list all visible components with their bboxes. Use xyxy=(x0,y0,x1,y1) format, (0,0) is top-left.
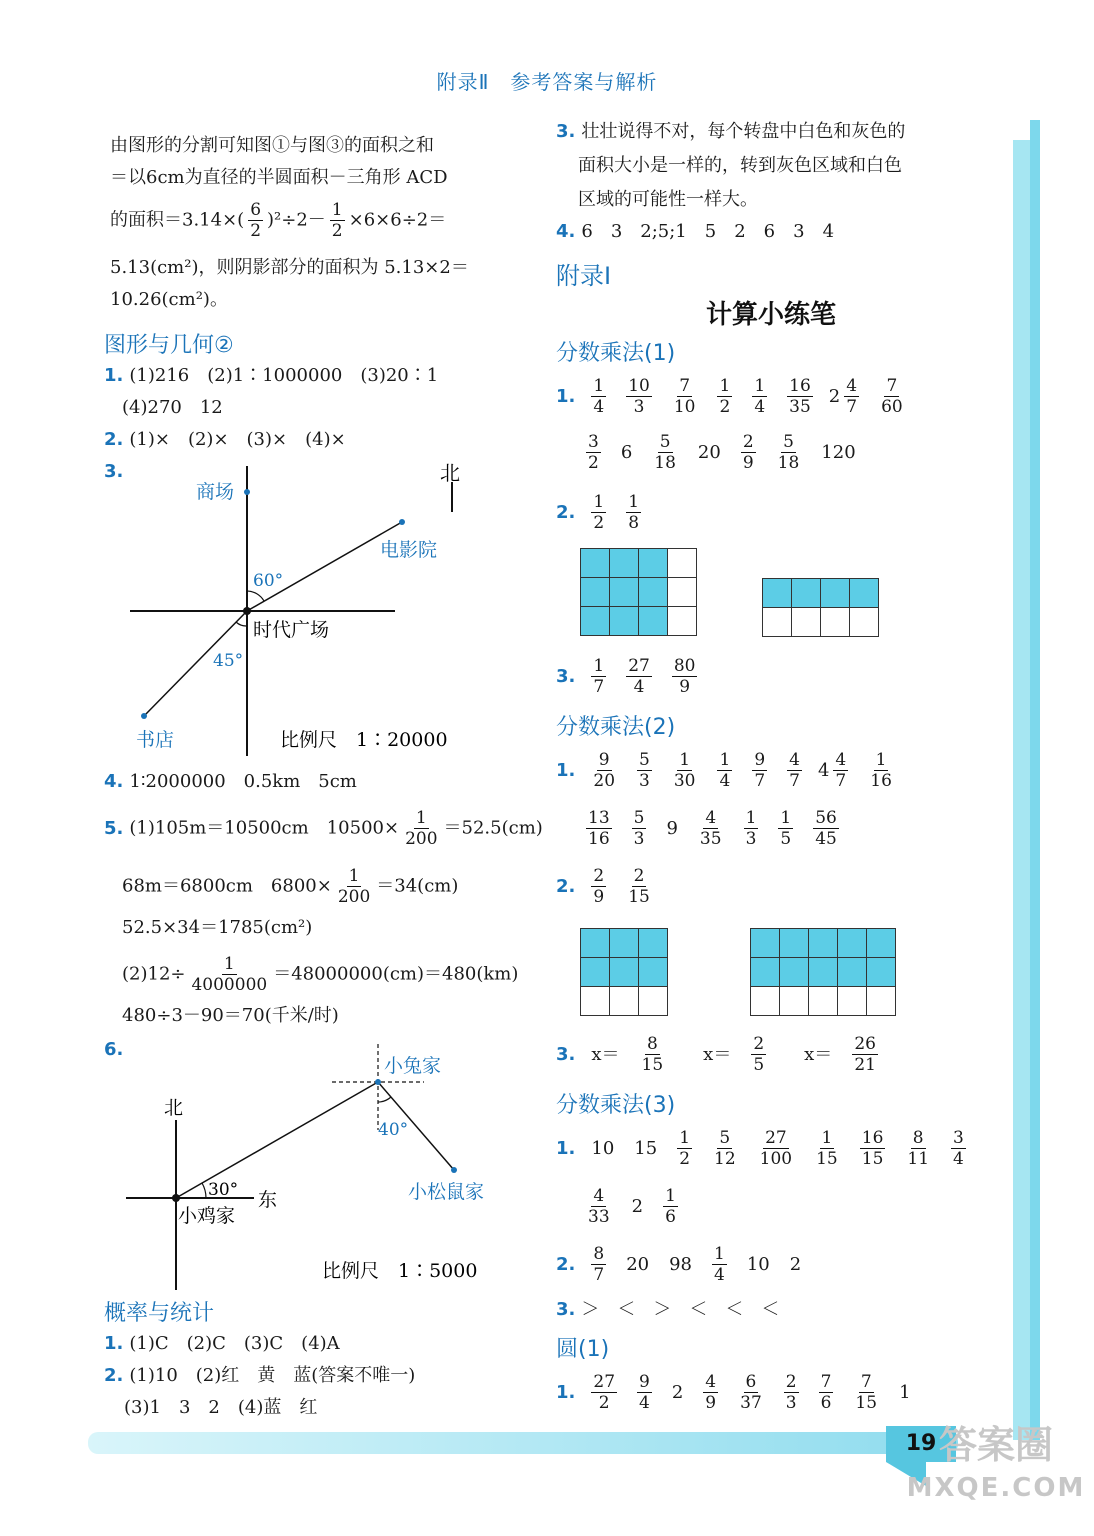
cinema-label: 电影院 xyxy=(380,539,438,561)
fraction: $\frac{6}{2}$ xyxy=(250,200,262,241)
section-geometry: 图形与几何② xyxy=(104,333,234,358)
answer-value: 6 xyxy=(620,441,633,463)
fraction: $\frac{56}{45}$ xyxy=(815,808,837,849)
fraction: $\frac{2}{3}$ xyxy=(785,1372,797,1413)
answer-fraction xyxy=(699,1372,722,1413)
intro-line-5: 10.26(cm²)。 xyxy=(110,289,228,310)
plaza-label: 时代广场 xyxy=(253,619,330,641)
fraction: $\frac{13}{16}$ xyxy=(588,808,610,849)
answer-fraction xyxy=(747,1034,770,1075)
fraction: $\frac{8}{7}$ xyxy=(593,1244,605,1285)
appendix-heading: 附录Ⅰ xyxy=(556,262,612,290)
answer-fraction xyxy=(849,1372,883,1413)
answer-fraction xyxy=(636,1034,670,1075)
s2-q1-row1: 1. $\frac{9}{20}$ $\frac{5}{3}$ $\frac{1}{30}$ $\frac{1}{4}$ $\frac{9}{7}$ $\frac{4}{7}$ 4 $\frac{4}{7}$ $\frac{1}{16}$ xyxy=(556,750,904,791)
answer-fraction xyxy=(817,750,852,791)
answer-fraction xyxy=(582,432,605,473)
answer-fraction xyxy=(737,432,760,473)
answer-fraction xyxy=(628,808,651,849)
answer-fraction xyxy=(734,1372,768,1413)
answer-3-label: 3. xyxy=(104,461,124,482)
fraction: $\frac{80}{9}$ xyxy=(673,656,696,697)
intro-line-1: 由图形的分割可知图①与图③的面积之和 xyxy=(110,135,434,156)
scale-label: 比例尺 1∶20000 xyxy=(280,729,448,751)
answer-r3-line3: 区域的可能性一样大。 xyxy=(578,189,758,210)
grid-s1-a xyxy=(580,548,697,636)
section-fraction-mult-2: 分数乘法(2) xyxy=(556,715,676,740)
answer-5b: 68m＝6800cm 6800× $\frac{1}{200}$ ＝34(cm) xyxy=(122,866,459,907)
fraction: $\frac{1}{2}$ xyxy=(331,200,343,241)
answer-fraction xyxy=(774,808,797,849)
answer-fraction xyxy=(582,1186,616,1227)
right-margin-bar-dark xyxy=(1030,120,1040,1440)
section-fraction-mult-3: 分数乘法(3) xyxy=(556,1093,676,1118)
north-label: 北 xyxy=(440,461,460,485)
bookstore-label: 书店 xyxy=(136,729,175,751)
answer-fraction xyxy=(754,1128,798,1169)
grid-s1-b xyxy=(762,578,879,637)
fraction: $\frac{4}{9}$ xyxy=(705,1372,717,1413)
answer-fraction xyxy=(901,1128,935,1169)
rabbit-home-label: 小兔家 xyxy=(384,1055,442,1077)
answer-r3: 3. 壮壮说得不对，每个转盘中白色和灰色的 xyxy=(556,121,906,142)
fraction: $\frac{1}{200}$ xyxy=(337,866,371,907)
north-label: 北 xyxy=(164,1097,184,1119)
answer-value: 2 xyxy=(671,1381,684,1403)
answer-fraction xyxy=(622,866,656,907)
fraction: $\frac{5}{18}$ xyxy=(777,432,800,473)
answer-fraction xyxy=(875,376,909,417)
answer-value: 1 xyxy=(899,1381,911,1403)
fraction: $\frac{16}{35}$ xyxy=(789,376,811,417)
fraction: $\frac{8}{15}$ xyxy=(641,1034,664,1075)
answer-fraction xyxy=(780,1372,803,1413)
fraction: $\frac{4}{35}$ xyxy=(699,808,722,849)
prob-answer-2: 2. (1)10 (2)红 黄 蓝(答案不唯一) xyxy=(104,1365,416,1386)
watermark-bottom: MXQE.COM xyxy=(906,1473,1086,1503)
answer-fraction xyxy=(587,656,610,697)
fraction: $\frac{1}{4}$ xyxy=(719,750,731,791)
answer-5c: 52.5×34＝1785(cm²) xyxy=(122,917,313,938)
fraction: $\frac{1}{3}$ xyxy=(745,808,757,849)
section-circle-1: 圆(1) xyxy=(556,1337,610,1362)
grid-s2-b xyxy=(750,928,896,1016)
fraction: $\frac{1}{2}$ xyxy=(719,376,731,417)
answer-value: 10 xyxy=(746,1253,770,1275)
fraction: $\frac{10}{3}$ xyxy=(628,376,650,417)
fraction: $\frac{5}{3}$ xyxy=(639,750,650,791)
s2-q2: 2. $\frac{2}{9}$ $\frac{2}{15}$ xyxy=(556,866,662,907)
fraction: $\frac{1}{2}$ xyxy=(679,1128,691,1169)
answer-r4: 4. 6 3 2;5;1 5 2 6 3 4 xyxy=(556,221,835,242)
mall-label: 商场 xyxy=(196,481,235,503)
fraction: $\frac{7}{15}$ xyxy=(855,1372,878,1413)
fraction: $\frac{1}{15}$ xyxy=(816,1128,838,1169)
intro-line-2: ＝以6cm为直径的半圆面积－三角形 ACD xyxy=(110,167,448,188)
answer-fraction xyxy=(772,432,806,473)
fraction: $\frac{7}{6}$ xyxy=(820,1372,832,1413)
answer-fraction xyxy=(587,376,610,417)
prob-answer-1: 1. (1)C (2)C (3)C (4)A xyxy=(104,1333,340,1354)
figure-6-map xyxy=(120,1040,510,1290)
watermark-top: 答案圈 xyxy=(938,1423,1053,1467)
answer-fraction xyxy=(809,808,843,849)
answer-fraction xyxy=(587,866,610,907)
fraction: $\frac{27}{2}$ xyxy=(593,1372,616,1413)
answer-fraction xyxy=(783,750,806,791)
angle-60-label: 60° xyxy=(253,571,284,591)
intro-line-3: 的面积＝3.14×( $\frac{6}{2}$ )²÷2－ $\frac{1}{2}$ ×6×6÷2＝ xyxy=(110,200,447,241)
answer-value: 98 xyxy=(669,1253,693,1275)
fraction: $\frac{1}{7}$ xyxy=(593,656,605,697)
squirrel-home-label: 小松鼠家 xyxy=(408,1181,485,1203)
fraction: $\frac{1}{2}$ xyxy=(593,492,605,533)
fraction: $\frac{1}{30}$ xyxy=(673,750,696,791)
fraction: $\frac{1}{4000000}$ xyxy=(191,954,268,995)
fraction: $\frac{3}{2}$ xyxy=(588,432,599,473)
answer-value: x＝ xyxy=(786,1043,833,1065)
answer-value: 120 xyxy=(821,441,856,463)
answer-fraction xyxy=(748,376,771,417)
fraction: $\frac{3}{4}$ xyxy=(953,1128,964,1169)
answer-fraction xyxy=(828,376,863,417)
answer-fraction xyxy=(856,1128,890,1169)
fraction: $\frac{26}{21}$ xyxy=(854,1034,876,1075)
intro-line-4: 5.13(cm²)，则阴影部分的面积为 5.13×2＝ xyxy=(110,257,469,278)
s3-q3: 3. ＞ ＜ ＞ ＜ ＜ ＜ xyxy=(556,1299,780,1320)
answer-fraction xyxy=(587,750,621,791)
answer-fraction xyxy=(713,750,736,791)
answer-fraction xyxy=(648,432,682,473)
angle-30-label: 30° xyxy=(208,1180,239,1200)
answer-value: 2 xyxy=(789,1253,802,1275)
answer-fraction xyxy=(783,376,817,417)
answer-fraction xyxy=(587,1244,610,1285)
fraction: $\frac{4}{7}$ xyxy=(789,750,800,791)
answer-fraction xyxy=(673,1128,696,1169)
answer-5a: 5. (1)105m＝10500cm 10500× $\frac{1}{200}$ ＝52.5(cm) xyxy=(104,808,543,849)
fraction: $\frac{5}{18}$ xyxy=(654,432,676,473)
s2-q1-row2 xyxy=(576,808,849,849)
answer-value: 20 xyxy=(697,441,721,463)
answer-value: x＝ xyxy=(685,1043,732,1065)
s1-q1-row2 xyxy=(576,432,866,473)
fraction: $\frac{1}{6}$ xyxy=(665,1186,676,1227)
bottom-bar xyxy=(88,1432,958,1454)
fraction: $\frac{1}{5}$ xyxy=(780,808,792,849)
section-fraction-mult-1: 分数乘法(1) xyxy=(556,341,676,366)
answer-5d: (2)12÷ $\frac{1}{4000000}$ ＝48000000(cm)＝480(km) xyxy=(122,954,519,995)
fraction: $\frac{5}{12}$ xyxy=(714,1128,736,1169)
chick-home-label: 小鸡家 xyxy=(178,1205,236,1227)
answer-fraction xyxy=(694,808,728,849)
answer-1-cont: (4)270 12 xyxy=(122,397,223,418)
answer-fraction xyxy=(587,1372,621,1413)
fraction: $\frac{6}{37}$ xyxy=(740,1372,762,1413)
fraction: $\frac{1}{4}$ xyxy=(754,376,766,417)
answer-fraction xyxy=(708,1244,731,1285)
s1-q1-row1: 1. $\frac{1}{4}$ $\frac{10}{3}$ $\frac{7}{10}$ $\frac{1}{2}$ $\frac{1}{4}$ $\frac{16}{35}$ 2 $\frac{4}{7}$ $\frac{7}{60}$ xyxy=(556,376,915,417)
fraction: $\frac{8}{11}$ xyxy=(907,1128,930,1169)
answer-r3-line2: 面积大小是一样的，转到灰色区域和白色 xyxy=(578,155,902,176)
answer-fraction xyxy=(633,750,656,791)
fraction: $\frac{4}{7}$ xyxy=(835,750,847,791)
scale-label: 比例尺 1∶5000 xyxy=(322,1260,478,1282)
fraction: $\frac{1}{4}$ xyxy=(714,1244,725,1285)
answer-value: 20 xyxy=(626,1253,650,1275)
angle-40-label: 40° xyxy=(378,1120,409,1140)
s3-q1-row2 xyxy=(576,1186,688,1227)
answer-5e: 480÷3－90＝70(千米/时) xyxy=(122,1005,339,1026)
answer-fraction xyxy=(633,1372,656,1413)
fraction: $\frac{1}{16}$ xyxy=(870,750,892,791)
fraction: $\frac{9}{7}$ xyxy=(754,750,766,791)
s1-q3: 3. $\frac{1}{7}$ $\frac{27}{4}$ $\frac{80}{9}$ xyxy=(556,656,707,697)
page-number: 19 xyxy=(886,1426,956,1462)
book-title: 计算小练笔 xyxy=(705,300,836,330)
answer-fraction xyxy=(708,1128,742,1169)
whole-part: 4 xyxy=(817,759,830,781)
grid-s2-a xyxy=(580,928,668,1016)
answer-fraction xyxy=(582,808,616,849)
answer-fraction xyxy=(587,492,610,533)
answer-value: 9 xyxy=(666,817,678,839)
fraction: $\frac{4}{7}$ xyxy=(846,376,858,417)
answer-6-label: 6. xyxy=(104,1039,124,1060)
page-header: 附录Ⅱ 参考答案与解析 xyxy=(436,70,658,94)
answer-fraction xyxy=(622,656,656,697)
answer-fraction xyxy=(668,656,702,697)
fraction: $\frac{9}{4}$ xyxy=(639,1372,650,1413)
fraction: $\frac{4}{33}$ xyxy=(588,1186,610,1227)
answer-value: 2 xyxy=(631,1195,644,1217)
fraction: $\frac{1}{4}$ xyxy=(593,376,605,417)
fraction: $\frac{9}{20}$ xyxy=(593,750,616,791)
answer-value: 10 xyxy=(591,1137,615,1159)
answer-fraction xyxy=(622,492,645,533)
s2-q3: 3. x＝ $\frac{8}{15}$ x＝ $\frac{2}{5}$ x＝ $\frac{26}{21}$ xyxy=(556,1034,888,1075)
answer-fraction xyxy=(668,750,702,791)
answer-fraction xyxy=(810,1128,844,1169)
answer-fraction xyxy=(740,808,763,849)
fraction: $\frac{7}{10}$ xyxy=(673,376,696,417)
answer-fraction xyxy=(748,750,771,791)
answer-1: 1. (1)216 (2)1∶1000000 (3)20∶1 xyxy=(104,365,439,386)
fraction: $\frac{27}{100}$ xyxy=(759,1128,793,1169)
s3-q1-row1: 1. 10 15 $\frac{1}{2}$ $\frac{5}{12}$ $\frac{27}{100}$ $\frac{1}{15}$ $\frac{16}{15}$ $\frac{8}{11}$ $\frac{3}{4}$ xyxy=(556,1128,976,1169)
fraction: $\frac{1}{200}$ xyxy=(405,808,438,849)
answer-fraction xyxy=(668,376,702,417)
fraction: $\frac{2}{5}$ xyxy=(753,1034,765,1075)
fraction: $\frac{16}{15}$ xyxy=(861,1128,884,1169)
s1-q2: 2. $\frac{1}{2}$ $\frac{1}{8}$ xyxy=(556,492,651,533)
s3-q2: 2. $\frac{8}{7}$ 20 98 $\frac{1}{4}$ 10 2 xyxy=(556,1244,802,1285)
answer-fraction xyxy=(848,1034,882,1075)
s4-q1: 1. $\frac{27}{2}$ $\frac{9}{4}$ 2 $\frac{4}{9}$ $\frac{6}{37}$ $\frac{2}{3}$ $\frac{7}{6}$ $\frac{7}{15}$ 1 xyxy=(556,1372,911,1413)
answer-value: x＝ xyxy=(591,1043,620,1065)
fraction: $\frac{5}{3}$ xyxy=(633,808,645,849)
answer-fraction xyxy=(659,1186,682,1227)
answer-value: 15 xyxy=(634,1137,658,1159)
fraction: $\frac{2}{9}$ xyxy=(742,432,754,473)
fraction: $\frac{2}{15}$ xyxy=(628,866,650,907)
fraction: $\frac{7}{60}$ xyxy=(881,376,903,417)
fraction: $\frac{2}{9}$ xyxy=(593,866,605,907)
answer-fraction xyxy=(622,376,656,417)
watermark-logo xyxy=(906,1420,1086,1530)
figure-3-map xyxy=(120,456,500,766)
prob-answer-2-cont: (3)1 3 2 (4)蓝 红 xyxy=(124,1397,318,1418)
section-probability: 概率与统计 xyxy=(104,1301,215,1326)
answer-fraction xyxy=(947,1128,970,1169)
answer-4: 4. 1∶2000000 0.5km 5cm xyxy=(104,771,357,792)
east-label: 东 xyxy=(258,1189,278,1211)
answer-fraction xyxy=(864,750,898,791)
fraction: $\frac{1}{8}$ xyxy=(628,492,640,533)
angle-45-label: 45° xyxy=(213,651,244,671)
answer-2: 2. (1)× (2)× (3)× (4)× xyxy=(104,429,346,450)
answer-fraction xyxy=(713,376,736,417)
fraction: $\frac{27}{4}$ xyxy=(628,656,650,697)
whole-part: 2 xyxy=(828,385,841,407)
answer-fraction xyxy=(815,1372,838,1413)
